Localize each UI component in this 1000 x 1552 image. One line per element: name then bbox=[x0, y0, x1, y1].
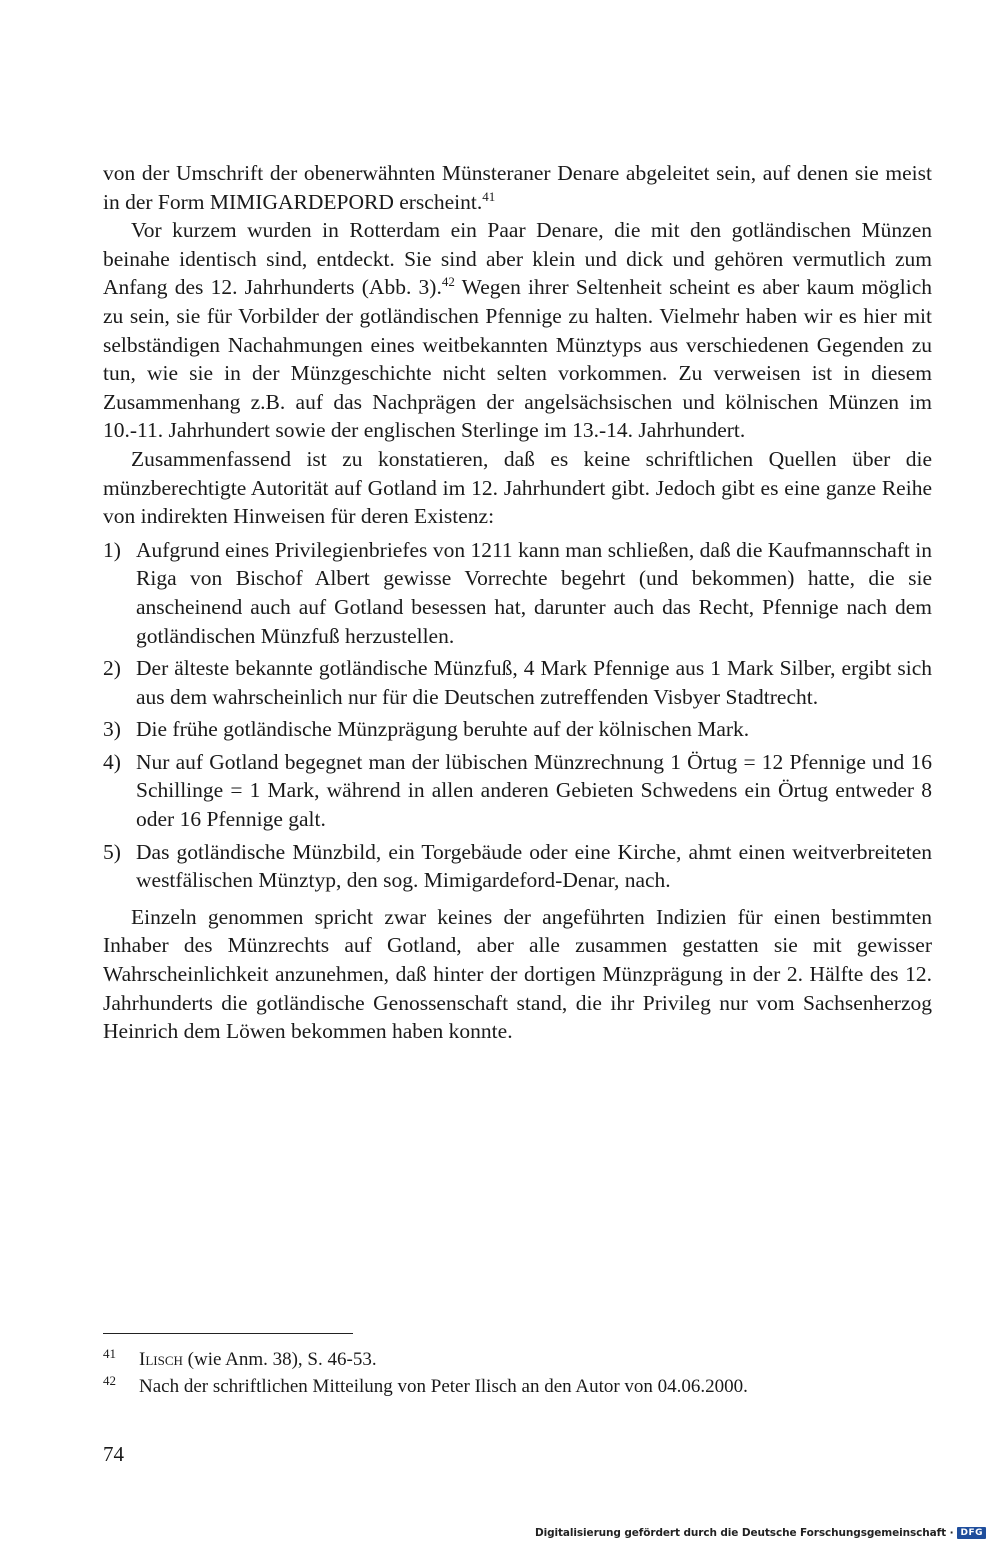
page-number: 74 bbox=[103, 1442, 124, 1466]
footnotes bbox=[103, 1346, 932, 1400]
funding-banner-text: Digitalisierung gefördert durch die Deutsche Forschungsgemeinschaft · bbox=[534, 1527, 954, 1539]
list-item-number: 2) bbox=[103, 656, 121, 681]
list-item bbox=[103, 838, 932, 895]
list-item bbox=[103, 748, 932, 834]
paragraph-4-text: Einzeln genommen spricht zwar keines der angeführten Indizien für einen bestimmten Inhaber des Münzrechts auf Gotland, aber alle zusammen gestatten sie mit gewisser Wahrscheinlichkeit anzunehmen, daß hinter der dortigen Münzprägung in der 2. Hälfte des 12. Jahrhunderts die gotländische Genossenschaft stand, die ihr Privileg nur vom Sachsenherzog Heinrich dem Löwen bekommen haben konnte. bbox=[103, 904, 932, 1044]
paragraph-3-text: Zusammenfassend ist zu konstatieren, daß es keine schriftlichen Quellen über die münzberechtigte Autorität auf Gotland im 12. Jahrhundert gibt. Jedoch gibt es eine ganze Reihe von indirekten Hinweisen für deren Existenz: bbox=[103, 446, 932, 529]
list-item bbox=[103, 536, 932, 650]
list-item bbox=[103, 654, 932, 711]
list-item-text: Die frühe gotländische Münzprägung beruhte auf der kölnischen Mark. bbox=[136, 717, 750, 742]
footnote-ref-42[interactable]: 42 bbox=[441, 274, 455, 290]
evidence-list bbox=[103, 536, 932, 895]
footnote-42 bbox=[103, 1373, 932, 1400]
dfg-logo-icon: DFG bbox=[957, 1527, 986, 1539]
footnote-body: (wie Anm. 38), S. 46-53. bbox=[182, 1349, 377, 1370]
list-item-text: Nur auf Gotland begegnet man der lübischen Münzrechnung 1 Örtug = 12 Pfennige und 16 Schillinge = 1 Mark, während in allen anderen Gebieten Schwedens ein Örtug entweder 8 oder 16 Pfennige galt. bbox=[136, 749, 932, 832]
list-item-text: Aufgrund eines Privilegienbriefes von 1211 kann man schließen, daß die Kaufmannschaft in Riga von Bischof Albert gewisse Vorrechte begehrt (und bekommen) hatte, die sie anscheinend auch auf Gotland besessen hat, darunter auch das Recht, Pfennige nach dem gotländischen Münzfuß herzustellen. bbox=[136, 537, 932, 648]
footnote-body: Nach der schriftlichen Mitteilung von Peter Ilisch an den Autor von 04.06.2000. bbox=[139, 1376, 748, 1397]
list-item-number: 1) bbox=[103, 537, 121, 562]
list-item-number: 5) bbox=[103, 839, 121, 864]
list-item bbox=[103, 715, 932, 744]
paragraph-2-text-a: Vor kurzem wurden in Rotterdam ein Paar Denare, die mit den gotländischen Münzen beinahe identisch sind, entdeckt. Sie sind aber klein und dick und gehören vermutlich zum Anfang des 12. Jahrhunderts (Abb. 3). bbox=[103, 218, 932, 300]
list-item-number: 4) bbox=[103, 749, 121, 774]
list-item-text: Der älteste bekannte gotländische Münzfuß, 4 Mark Pfennige aus 1 Mark Silber, ergibt sich aus dem wahrscheinlich nur für die Deutschen zutreffenden Visbyer Stadtrecht. bbox=[136, 656, 932, 709]
paragraph-2 bbox=[103, 216, 932, 445]
footnote-ref-41[interactable]: 41 bbox=[482, 188, 496, 204]
paragraph-1 bbox=[103, 159, 932, 216]
footnote-number: 41 bbox=[103, 1346, 116, 1361]
footnote-41 bbox=[103, 1346, 932, 1373]
funding-banner bbox=[535, 1527, 986, 1539]
list-item-text: Das gotländische Münzbild, ein Torgebäude oder eine Kirche, ahmt einen weitverbreiteten westfälischen Münztyp, den sog. Mimigardeford-Denar, nach. bbox=[136, 839, 932, 893]
footnote-text bbox=[139, 1346, 377, 1373]
list-item-number: 3) bbox=[103, 717, 121, 742]
paragraph-1-text: von der Umschrift der obenerwähnten Münsteraner Denare abgeleitet sein, auf denen sie meist in der Form MIMIGARDEPORD erscheint. bbox=[103, 161, 932, 214]
paragraph-3 bbox=[103, 445, 932, 531]
paragraph-2-text-b: Wegen ihrer Seltenheit scheint es aber kaum möglich zu sein, sie für Vorbilder der gotländischen Pfennige zu halten. Vielmehr haben wir es hier mit selbständigen Nachahmungen eines weitbekannten Münztyps aus verschiedenen Gegenden zu tun, wie sie in der Münzgeschichte nicht selten vorkommen. Zu verweisen ist in diesem Zusammenhang z.B. auf das Nachprägen der angelsächsischen und kölnischen Münzen im 10.-11. Jahrhundert sowie der englischen Sterlinge im 13.-14. Jahrhundert. bbox=[103, 275, 932, 443]
footnote-divider bbox=[103, 1333, 353, 1334]
paragraph-4 bbox=[103, 903, 932, 1046]
main-text bbox=[103, 159, 932, 1046]
footnote-text bbox=[139, 1373, 748, 1400]
footnote-author: Ilisch bbox=[139, 1349, 183, 1370]
footnote-number: 42 bbox=[103, 1373, 116, 1388]
